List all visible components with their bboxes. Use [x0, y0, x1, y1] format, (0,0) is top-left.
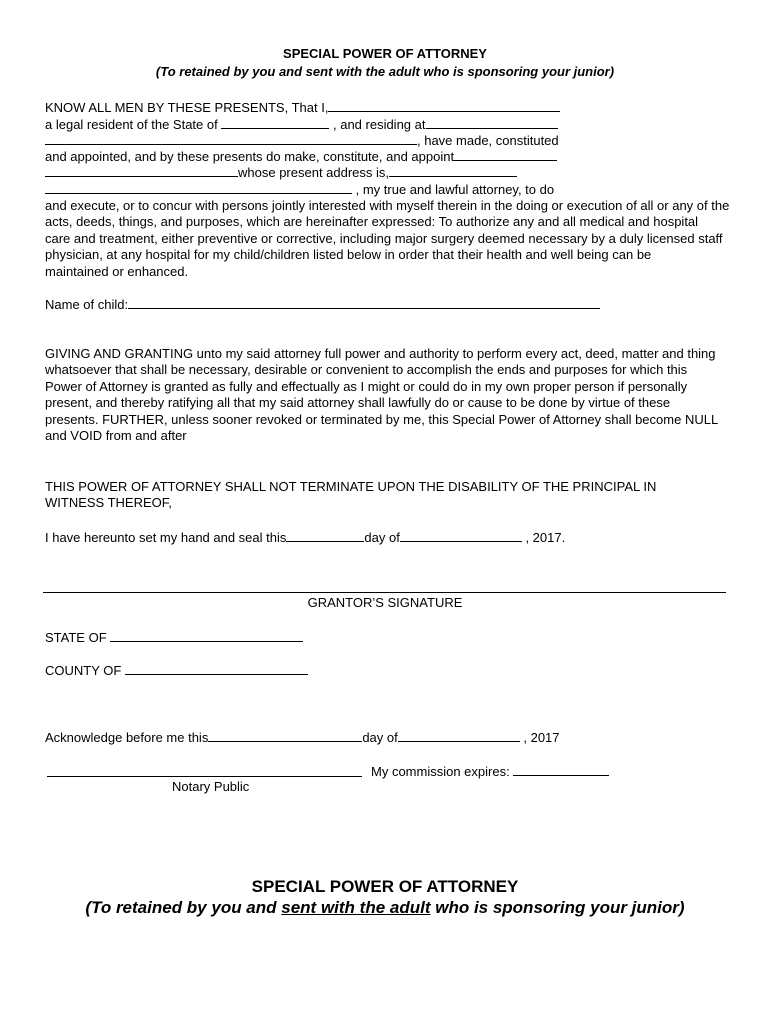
authority-line: care and treatment, either preventive or corrective, including major surgery deemed necessary by a duly licensed staff	[45, 230, 723, 246]
residence-address-field[interactable]	[426, 116, 558, 129]
acknowledge-day-field[interactable]	[208, 729, 362, 742]
attorney-address-field[interactable]	[389, 164, 517, 177]
state-label: STATE OF	[45, 630, 107, 645]
opening-line-4	[45, 148, 557, 165]
child-name-row	[45, 296, 600, 313]
grantor-signature-label: GRANTOR’S SIGNATURE	[307, 595, 463, 610]
document-subtitle: (To retained by you and sent with the adult who is sponsoring your junior)	[155, 64, 615, 79]
state-row	[45, 629, 303, 646]
opening-line-5	[45, 164, 517, 181]
notary-public-label: Notary Public	[172, 779, 250, 794]
seal-prefix-text: I have hereunto set my hand and seal this	[45, 530, 287, 545]
authority-line: acts, deeds, things, and purposes, which are hereinafter expressed: To authorize any and all medical and hospital	[45, 214, 699, 230]
granting-line: Power of Attorney is granted as fully and effectually as I might or could do in my own proper person if personally	[45, 378, 688, 394]
seal-year-text: , 2017.	[525, 530, 566, 545]
authority-line: maintained or enhanced.	[45, 263, 189, 279]
opening-line-2	[45, 116, 558, 133]
notary-signature-line[interactable]	[47, 776, 362, 777]
acknowledge-prefix-text: Acknowledge before me this	[45, 730, 209, 745]
opening-line-6	[45, 181, 554, 198]
acknowledge-month-field[interactable]	[398, 729, 520, 742]
footer-subtitle-part: (To retained by you and	[85, 898, 282, 917]
commission-expires-label: My commission expires:	[371, 764, 510, 779]
granting-line: present, and thereby ratifying all that my said attorney shall lawfully do or cause to be done by virtue of these	[45, 395, 671, 411]
present-address-text: whose present address is,	[238, 165, 390, 180]
lawful-attorney-text: , my true and lawful attorney, to do	[355, 182, 555, 197]
authority-line: physician, at any hospital for my child/children listed below in order that their health and well being can be	[45, 247, 652, 263]
granting-line: GIVING AND GRANTING unto my said attorney full power and authority to perform every act, deed, matter and thing	[45, 346, 716, 361]
authority-line: and execute, or to concur with persons jointly interested with myself therein in the doing or execution of all or any of the	[45, 198, 730, 213]
attorney-address-continued-field[interactable]	[45, 181, 352, 194]
residence-address-continued-field[interactable]	[45, 132, 417, 145]
county-row	[45, 662, 308, 679]
seal-month-field[interactable]	[400, 529, 522, 542]
grantor-name-field[interactable]	[328, 99, 560, 112]
disability-paragraph	[45, 479, 730, 512]
child-name-field[interactable]	[128, 296, 600, 309]
state-residence-text: a legal resident of the State of	[45, 117, 218, 132]
commission-row	[371, 763, 609, 780]
seal-row	[45, 529, 565, 546]
county-label: COUNTY OF	[45, 663, 122, 678]
granting-paragraph	[45, 346, 730, 444]
footer-subtitle-part: who is sponsoring your junior)	[430, 898, 685, 917]
appoint-text: and appointed, and by these presents do make, constitute, and appoint	[45, 149, 455, 164]
footer-subtitle	[0, 898, 770, 918]
seal-day-of-text: day of	[364, 530, 400, 545]
child-name-label: Name of child:	[45, 297, 129, 312]
residence-state-field[interactable]	[221, 116, 329, 129]
county-field[interactable]	[125, 662, 308, 675]
state-field[interactable]	[110, 629, 303, 642]
granting-line: and VOID from and after	[45, 428, 187, 444]
residing-at-text: , and residing at	[332, 117, 426, 132]
disability-line: THIS POWER OF ATTORNEY SHALL NOT TERMINATE UPON THE DISABILITY OF THE PRINCIPAL IN	[45, 479, 657, 494]
commission-expires-field[interactable]	[513, 763, 609, 776]
acknowledge-year-text: , 2017	[523, 730, 560, 745]
attorney-name-continued-field[interactable]	[45, 164, 238, 177]
acknowledge-row	[45, 729, 560, 746]
attorney-name-field[interactable]	[454, 148, 557, 161]
document-title: SPECIAL POWER OF ATTORNEY	[283, 46, 487, 61]
granting-line: presents. FURTHER, unless sooner revoked or terminated by me, this Special Power of Attorney shall become NULL	[45, 411, 719, 427]
granting-line: whatsoever that shall be necessary, desirable or convenient to accomplish the ends and purposes for which this	[45, 362, 688, 378]
footer-subtitle-emphasis: sent with the adult	[281, 898, 431, 917]
have-made-text: , have made, constituted	[417, 133, 559, 148]
grantor-signature-line[interactable]	[43, 592, 726, 593]
authority-paragraph	[45, 198, 730, 280]
opening-line-3	[45, 132, 559, 149]
seal-day-field[interactable]	[286, 529, 364, 542]
know-all-men-text: KNOW ALL MEN BY THESE PRESENTS, That I,	[45, 100, 329, 115]
footer-title: SPECIAL POWER OF ATTORNEY	[251, 877, 519, 896]
acknowledge-day-of-text: day of	[362, 730, 398, 745]
disability-line: WITNESS THEREOF,	[45, 495, 172, 511]
opening-line-1	[45, 99, 560, 116]
